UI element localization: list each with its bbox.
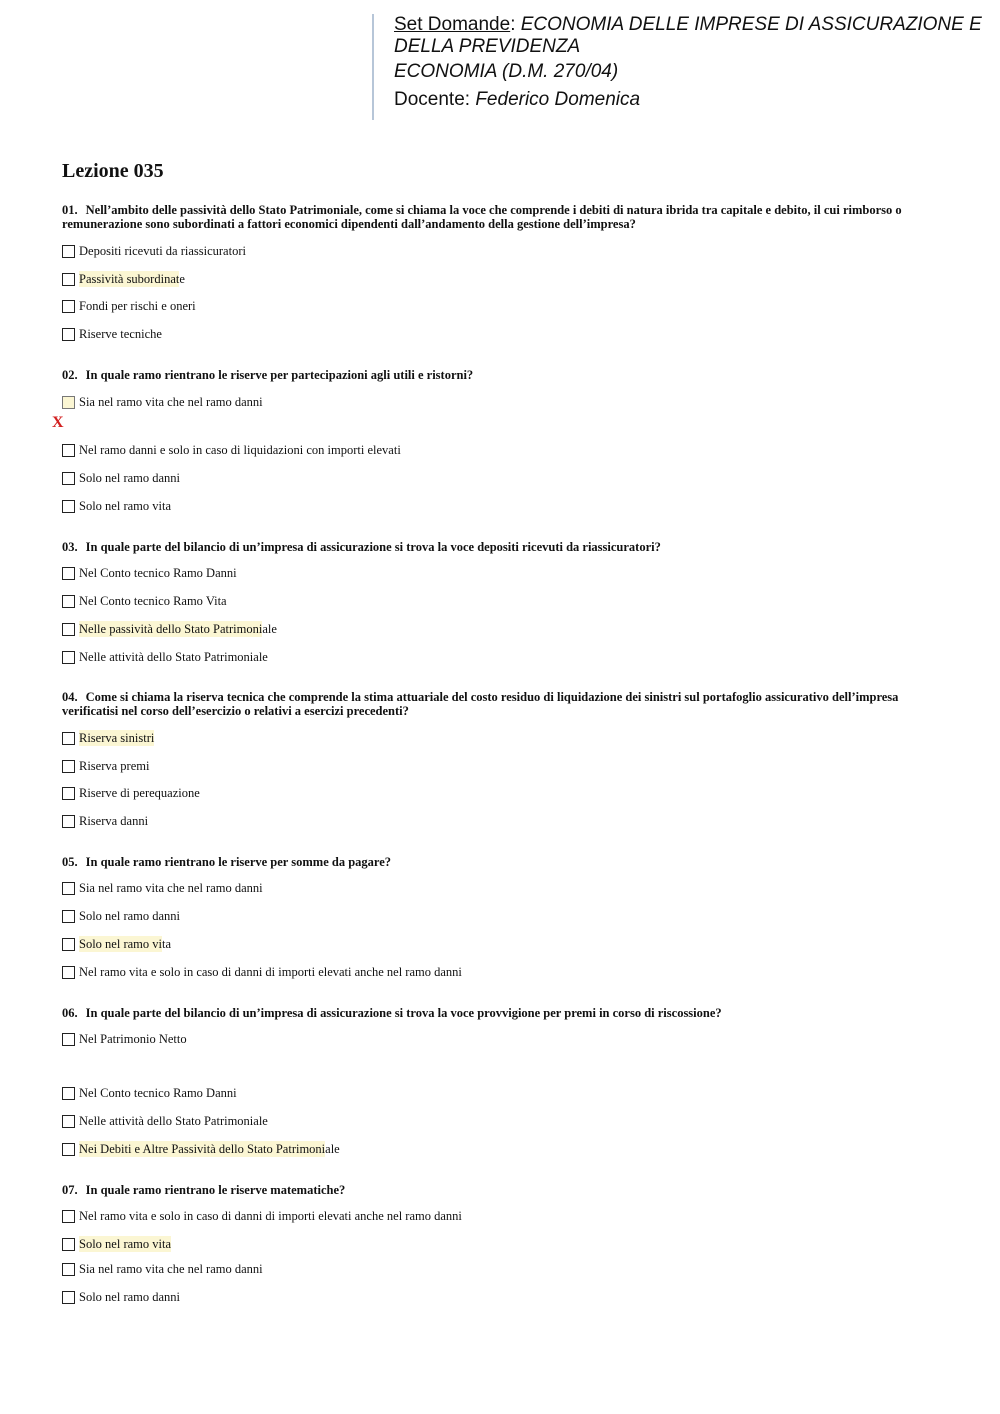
option-label: Depositi ricevuti da riassicuratori bbox=[79, 244, 246, 258]
question-04-option-1[interactable] bbox=[62, 730, 154, 746]
option-label: Nel Conto tecnico Ramo Danni bbox=[79, 566, 237, 580]
option-label-highlighted: Passività subordinat bbox=[79, 272, 180, 286]
question-03-option-2[interactable] bbox=[62, 593, 227, 609]
option-label: Solo nel ramo danni bbox=[79, 471, 181, 485]
option-label: Riserve tecniche bbox=[79, 327, 162, 341]
question-03-text bbox=[62, 540, 922, 554]
teacher-name: Federico Domenica bbox=[475, 89, 641, 110]
checkbox[interactable] bbox=[62, 787, 75, 800]
checkbox[interactable] bbox=[62, 1087, 75, 1100]
checkbox[interactable] bbox=[62, 472, 75, 485]
question-number: 07. bbox=[62, 1183, 78, 1197]
checkbox[interactable] bbox=[62, 651, 75, 664]
checkbox[interactable] bbox=[62, 732, 75, 745]
option-label: Nel ramo vita e solo in caso di danni di importi elevati anche nel ramo danni bbox=[79, 965, 462, 979]
question-06-option-1[interactable] bbox=[62, 1031, 187, 1047]
option-label: Nel Conto tecnico Ramo Vita bbox=[79, 594, 227, 608]
question-body: In quale ramo rientrano le riserve per partecipazioni agli utili e ristorni? bbox=[85, 368, 474, 382]
checkbox[interactable] bbox=[62, 300, 75, 313]
degree: ECONOMIA (D.M. 270/04) bbox=[394, 61, 619, 82]
checkbox[interactable] bbox=[62, 595, 75, 608]
question-07-option-1[interactable] bbox=[62, 1208, 462, 1224]
checkbox[interactable] bbox=[62, 910, 75, 923]
question-05-text bbox=[62, 855, 922, 869]
question-01-option-3[interactable] bbox=[62, 298, 196, 314]
question-number: 04. bbox=[62, 690, 78, 704]
option-label: Nelle attività dello Stato Patrimoniale bbox=[79, 1114, 268, 1128]
option-label-rest: ale bbox=[262, 622, 277, 636]
checkbox[interactable] bbox=[62, 1238, 75, 1251]
checkbox[interactable] bbox=[62, 1115, 75, 1128]
question-01-option-2[interactable] bbox=[62, 271, 185, 287]
set-label-colon: : bbox=[510, 14, 516, 35]
checkbox[interactable] bbox=[62, 1210, 75, 1223]
checkbox[interactable] bbox=[62, 444, 75, 457]
checkbox[interactable] bbox=[62, 1263, 75, 1276]
checkbox[interactable] bbox=[62, 815, 75, 828]
question-04-option-4[interactable] bbox=[62, 813, 148, 829]
question-05-option-2[interactable] bbox=[62, 908, 180, 924]
checkbox[interactable] bbox=[62, 567, 75, 580]
question-07-option-2[interactable] bbox=[62, 1236, 171, 1252]
question-body: Nell’ambito delle passività dello Stato Patrimoniale, come si chiama la voce che comprende i debiti di natura ibrida tra capitale e debito, il cui rimborso o remunerazione sono subordinati a fattori economici dipendenti dall’andamento della gestione dell’impresa? bbox=[62, 203, 902, 231]
checkbox[interactable] bbox=[62, 396, 75, 409]
question-03-option-4[interactable] bbox=[62, 649, 268, 665]
option-label: Riserva danni bbox=[79, 814, 149, 828]
option-label: Solo nel ramo vita bbox=[79, 499, 171, 513]
question-06-text bbox=[62, 1006, 922, 1020]
lesson-title: Lezione 035 bbox=[62, 160, 164, 182]
question-07-option-4[interactable] bbox=[62, 1289, 180, 1305]
course-title-part-2: DELLA PREVIDENZA bbox=[394, 36, 581, 57]
question-04-option-3[interactable] bbox=[62, 785, 200, 801]
question-06-option-2[interactable] bbox=[62, 1085, 237, 1101]
option-label-rest: e bbox=[179, 272, 185, 286]
option-label: Nelle attività dello Stato Patrimoniale bbox=[79, 650, 268, 664]
option-label-highlighted: Nelle passività dello Stato Patrimoni bbox=[79, 622, 263, 636]
option-label: Solo nel ramo danni bbox=[79, 1290, 181, 1304]
checkbox[interactable] bbox=[62, 938, 75, 951]
degree-line bbox=[394, 61, 992, 83]
question-05-option-4[interactable] bbox=[62, 964, 462, 980]
teacher-label: Docente: bbox=[394, 89, 471, 110]
option-label: Nel ramo vita e solo in caso di danni di importi elevati anche nel ramo danni bbox=[79, 1209, 462, 1223]
document-header bbox=[372, 14, 992, 120]
option-label: Sia nel ramo vita che nel ramo danni bbox=[79, 1262, 263, 1276]
checkbox[interactable] bbox=[62, 1291, 75, 1304]
checkbox[interactable] bbox=[62, 966, 75, 979]
option-label-highlighted: Solo nel ramo vita bbox=[79, 1237, 171, 1251]
checkbox[interactable] bbox=[62, 882, 75, 895]
checkbox[interactable] bbox=[62, 1033, 75, 1046]
question-06-option-4[interactable] bbox=[62, 1141, 340, 1157]
wrong-answer-mark: X bbox=[52, 414, 64, 431]
checkbox[interactable] bbox=[62, 273, 75, 286]
question-03-option-1[interactable] bbox=[62, 565, 237, 581]
option-label: Nel ramo danni e solo in caso di liquidazioni con importi elevati bbox=[79, 443, 401, 457]
question-04-text bbox=[62, 690, 922, 718]
option-label-rest: ale bbox=[325, 1142, 340, 1156]
question-02-option-2[interactable] bbox=[62, 442, 401, 458]
question-03-option-3[interactable] bbox=[62, 621, 277, 637]
option-label: Nel Patrimonio Netto bbox=[79, 1032, 187, 1046]
checkbox[interactable] bbox=[62, 623, 75, 636]
question-body: In quale parte del bilancio di un’impresa di assicurazione si trova la voce provvigione per premi in corso di riscossione? bbox=[85, 1006, 722, 1020]
set-label: Set Domande bbox=[394, 14, 511, 35]
question-02-option-3[interactable] bbox=[62, 470, 180, 486]
question-05-option-1[interactable] bbox=[62, 880, 263, 896]
checkbox[interactable] bbox=[62, 500, 75, 513]
course-title-line-2 bbox=[394, 36, 992, 58]
question-number: 06. bbox=[62, 1006, 78, 1020]
option-label: Fondi per rischi e oneri bbox=[79, 299, 196, 313]
option-label-highlighted: Riserva sinistri bbox=[79, 731, 155, 745]
question-body: Come si chiama la riserva tecnica che comprende la stima attuariale del costo residuo di liquidazione dei sinistri sul portafoglio assicurativo dell’impresa verificatisi nel corso dell’esercizio o relativi a esercizi precedenti? bbox=[62, 690, 899, 718]
question-01-option-1[interactable] bbox=[62, 243, 246, 259]
checkbox[interactable] bbox=[62, 328, 75, 341]
question-body: In quale parte del bilancio di un’impresa di assicurazione si trova la voce depositi ricevuti da riassicuratori? bbox=[85, 540, 661, 554]
option-label-rest: ta bbox=[161, 937, 172, 951]
course-title-line-1 bbox=[394, 14, 992, 36]
question-number: 03. bbox=[62, 540, 78, 554]
option-label-highlighted: Solo nel ramo vi bbox=[79, 937, 162, 951]
option-label: Sia nel ramo vita che nel ramo danni bbox=[79, 395, 263, 409]
option-label: Riserve di perequazione bbox=[79, 786, 200, 800]
course-title-part-1: ECONOMIA DELLE IMPRESE DI ASSICURAZIONE E bbox=[520, 14, 982, 35]
teacher-line bbox=[394, 89, 992, 111]
option-label: Sia nel ramo vita che nel ramo danni bbox=[79, 881, 263, 895]
question-02-option-1[interactable] bbox=[62, 394, 263, 410]
question-number: 01. bbox=[62, 203, 78, 217]
option-label: Nel Conto tecnico Ramo Danni bbox=[79, 1086, 237, 1100]
question-05-option-3[interactable] bbox=[62, 936, 171, 952]
question-body: In quale ramo rientrano le riserve per somme da pagare? bbox=[85, 855, 392, 869]
question-06-option-3[interactable] bbox=[62, 1113, 268, 1129]
question-01-option-4[interactable] bbox=[62, 326, 162, 342]
option-label-highlighted: Nei Debiti e Altre Passività dello Stato Patrimoni bbox=[79, 1142, 326, 1156]
question-number: 02. bbox=[62, 368, 78, 382]
checkbox[interactable] bbox=[62, 245, 75, 258]
option-label: Riserva premi bbox=[79, 759, 150, 773]
question-04-option-2[interactable] bbox=[62, 758, 149, 774]
question-01-text bbox=[62, 203, 922, 231]
option-label: Solo nel ramo danni bbox=[79, 909, 181, 923]
question-02-text bbox=[62, 368, 922, 382]
question-07-option-3[interactable] bbox=[62, 1261, 263, 1277]
checkbox[interactable] bbox=[62, 1143, 75, 1156]
question-07-text bbox=[62, 1183, 922, 1197]
question-body: In quale ramo rientrano le riserve matematiche? bbox=[85, 1183, 346, 1197]
question-02-option-4[interactable] bbox=[62, 498, 171, 514]
question-number: 05. bbox=[62, 855, 78, 869]
checkbox[interactable] bbox=[62, 760, 75, 773]
